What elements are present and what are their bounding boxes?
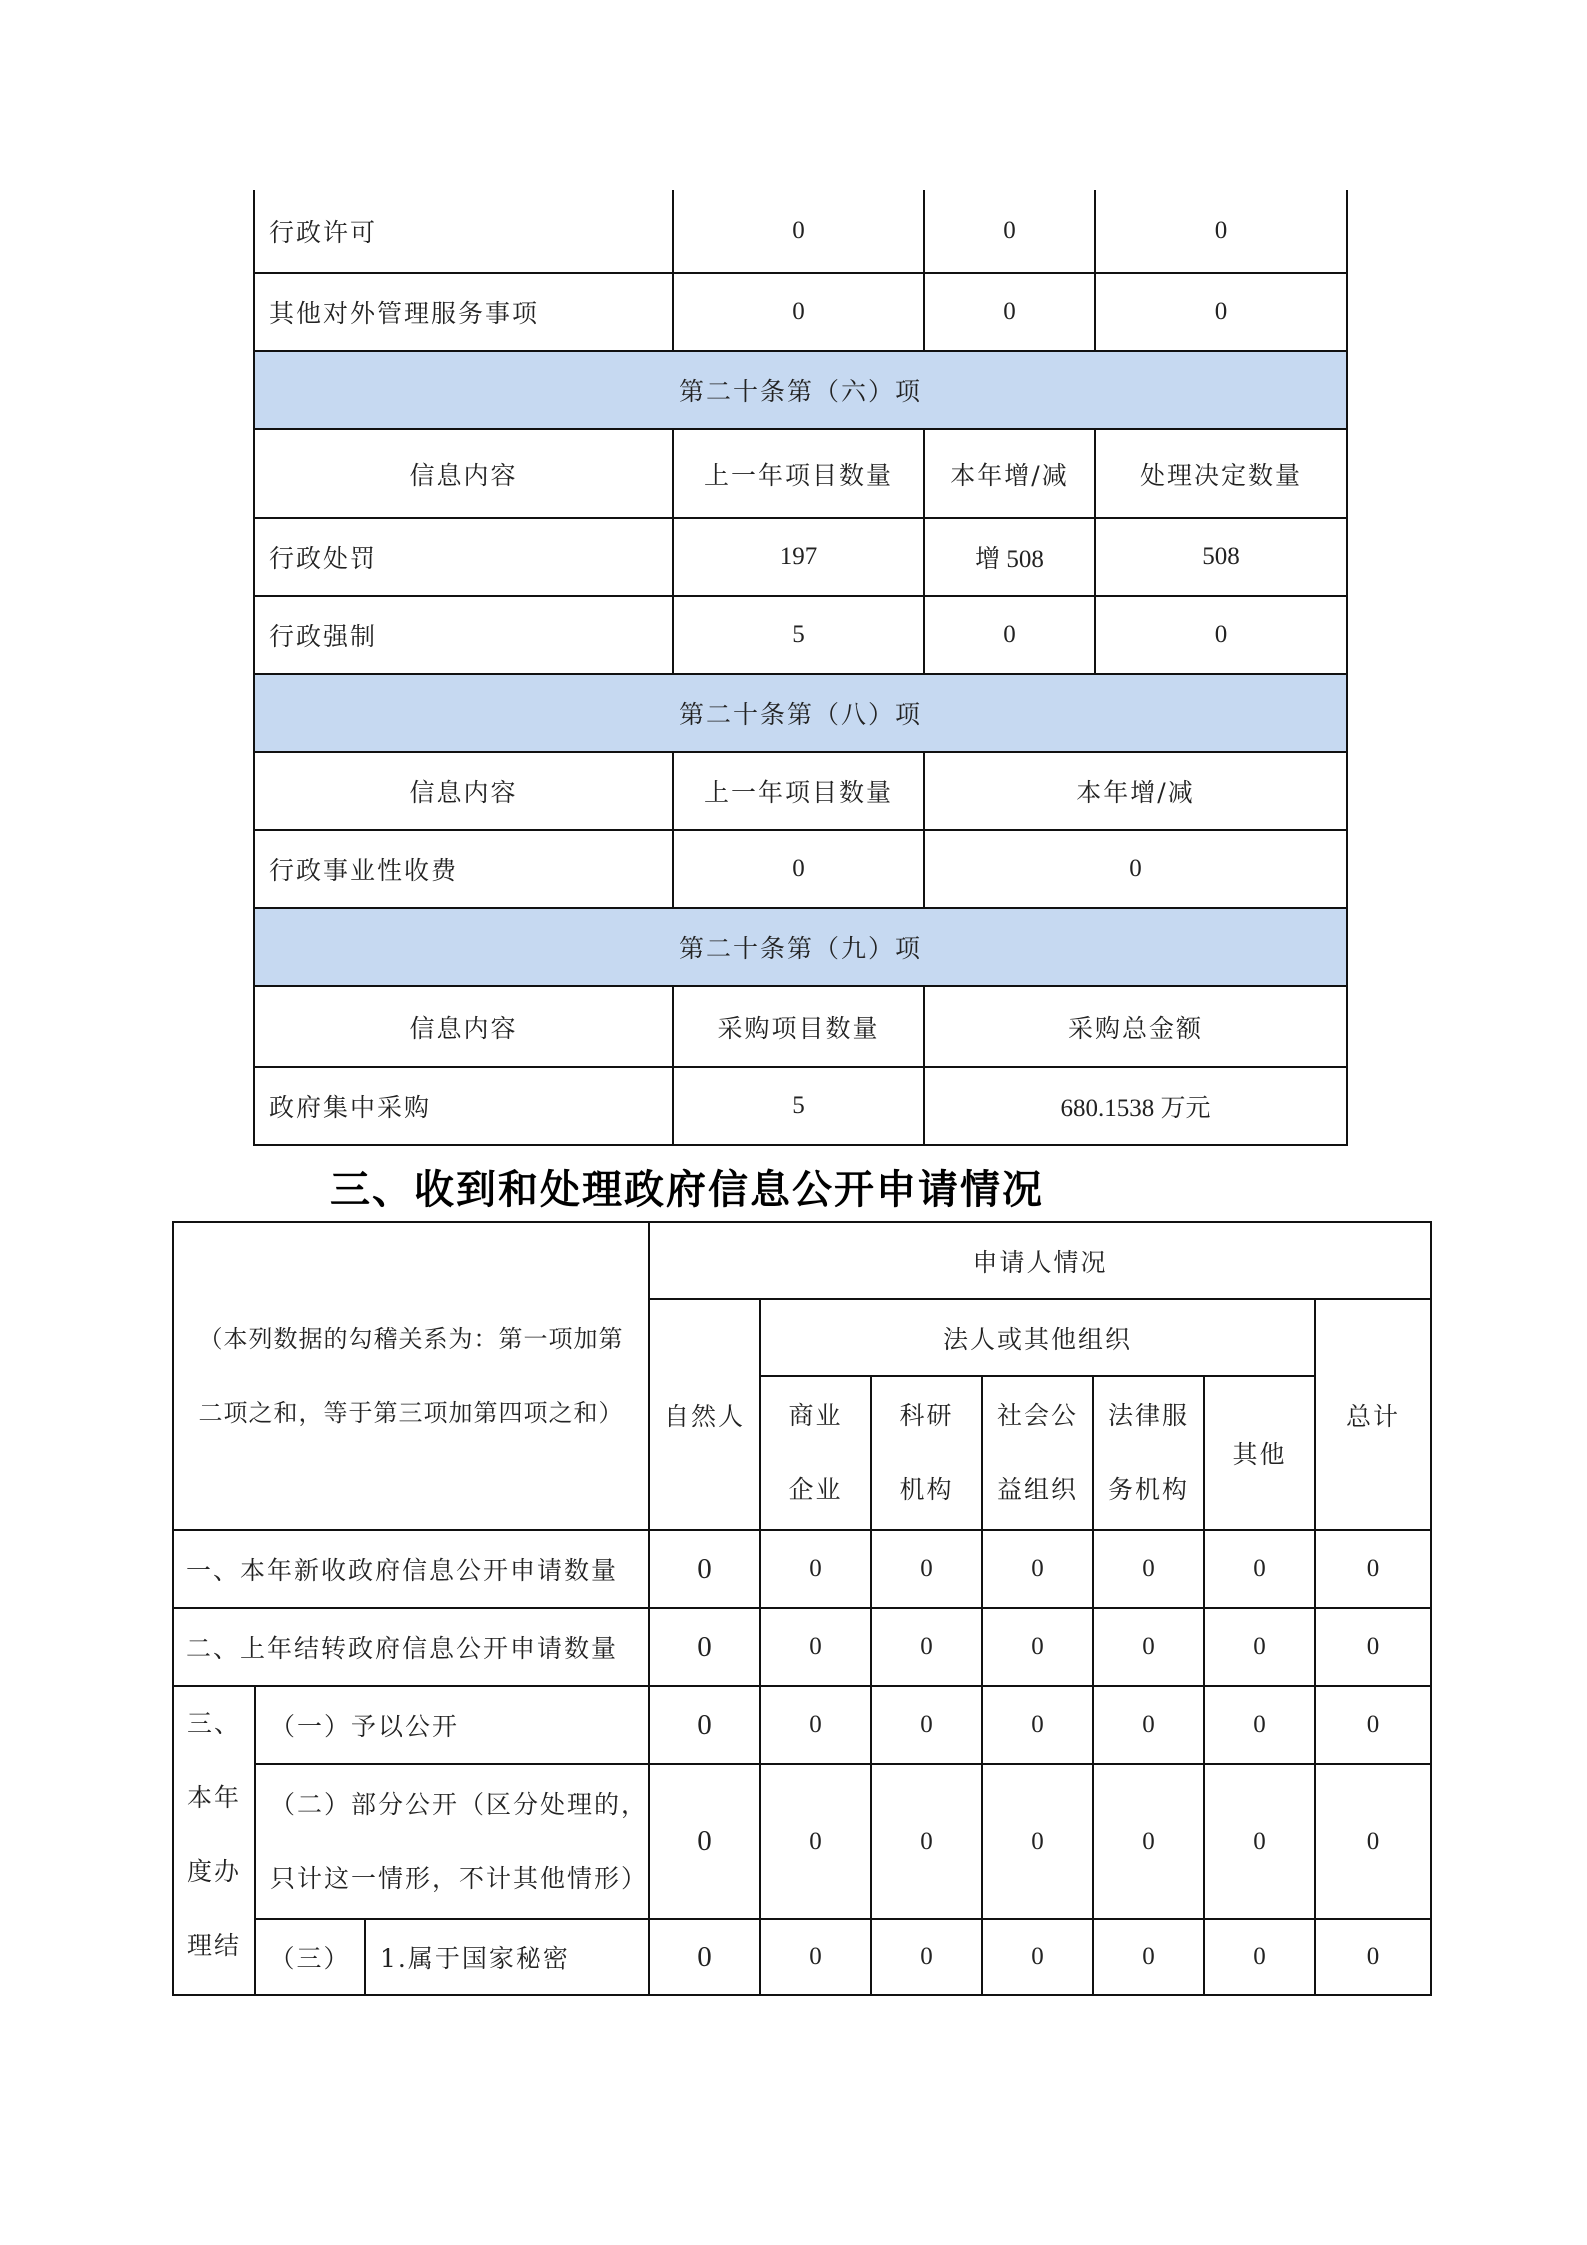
column-header: 上一年项目数量 [673,752,924,830]
cell-value: 0 [1095,273,1347,351]
cell-value: 0 [1204,1764,1315,1919]
column-header: 采购总金额 [924,986,1347,1067]
cell-value: 0 [871,1608,982,1686]
cell-value: 0 [924,273,1095,351]
table-row [254,190,1347,273]
section-title: 三、收到和处理政府信息公开申请情况 [330,1167,1044,1213]
cell-value: 0 [1204,1530,1315,1608]
side-label [173,1686,255,1995]
natural-person-header: 自然人 [649,1299,760,1530]
cell-value: 0 [760,1919,871,1995]
header-line: 社会公 [997,1401,1079,1430]
cell-value: 0 [924,830,1347,908]
cell-value: 0 [1315,1764,1431,1919]
row-label: 一、本年新收政府信息公开申请数量 [173,1530,649,1608]
group-label: （三） [255,1919,365,1995]
cell-value: 0 [1093,1919,1204,1995]
cell-value: 680.1538 万元 [924,1067,1347,1145]
table-row [254,518,1347,596]
table-row [254,273,1347,351]
note-cell [173,1222,649,1530]
column-header-row [254,429,1347,518]
cell-value: 0 [760,1686,871,1764]
section-8-title: 第二十条第（八）项 [254,674,1347,752]
cell-value: 0 [924,190,1095,273]
research-header [871,1376,982,1530]
header-line: 务机构 [1108,1475,1190,1504]
cell-value: 0 [673,190,924,273]
cell-value: 0 [982,1530,1093,1608]
header-line: 机构 [899,1475,954,1504]
cell-value: 0 [982,1764,1093,1919]
cell-value: 0 [1204,1919,1315,1995]
cell-value: 0 [1095,190,1347,273]
note-line: （本列数据的勾稽关系为：第一项加第 [198,1325,624,1353]
cell-value: 0 [871,1530,982,1608]
section-header-row [254,351,1347,429]
cell-value: 5 [673,1067,924,1145]
cell-value: 0 [1095,596,1347,674]
column-header-row [254,752,1347,830]
section-6-title: 第二十条第（六）项 [254,351,1347,429]
header-line: 科研 [899,1401,954,1430]
business-header [760,1376,871,1530]
public-welfare-header [982,1376,1093,1530]
cell-value: 0 [924,596,1095,674]
column-header: 本年增/减 [924,752,1347,830]
header-row [173,1222,1431,1299]
column-header: 信息内容 [254,429,673,518]
table-row [254,1067,1347,1145]
cell-value: 0 [982,1919,1093,1995]
table-row [173,1608,1431,1686]
header-line: 法律服 [1108,1401,1190,1430]
row-label: （一）予以公开 [255,1686,649,1764]
side-line: 本年 [186,1783,241,1812]
cell-value: 增 508 [924,518,1095,596]
side-line: 三、 [186,1709,241,1738]
cell-value: 0 [1093,1686,1204,1764]
column-header-row [254,986,1347,1067]
header-line: 益组织 [997,1475,1079,1504]
cell-value: 0 [649,1686,760,1764]
cell-value: 5 [673,596,924,674]
applicant-header: 申请人情况 [649,1222,1431,1299]
cell-value: 0 [1093,1608,1204,1686]
cell-value: 197 [673,518,924,596]
cell-value: 0 [760,1764,871,1919]
cell-value: 0 [871,1919,982,1995]
cell-value: 0 [1315,1686,1431,1764]
cell-value: 0 [673,273,924,351]
column-header: 本年增/减 [924,429,1095,518]
total-header: 总计 [1315,1299,1431,1530]
row-label: 二、上年结转政府信息公开申请数量 [173,1608,649,1686]
column-header: 处理决定数量 [1095,429,1347,518]
cell-value: 0 [673,830,924,908]
table-row [173,1764,1431,1919]
side-line: 理结 [186,1931,241,1960]
cell-value: 0 [1204,1686,1315,1764]
cell-value: 0 [649,1919,760,1995]
cell-value: 0 [649,1530,760,1608]
legal-service-header [1093,1376,1204,1530]
cell-value: 0 [982,1686,1093,1764]
cell-value: 0 [871,1764,982,1919]
header-line: 商业 [788,1401,843,1430]
cell-value: 0 [760,1608,871,1686]
note-line: 二项之和，等于第三项加第四项之和） [198,1399,624,1427]
application-table [172,1221,1432,1996]
cell-value: 0 [649,1764,760,1919]
section-9-title: 第二十条第（九）项 [254,908,1347,986]
row-label: 行政事业性收费 [254,830,673,908]
cell-value: 0 [1093,1764,1204,1919]
row-label-line: （二）部分公开（区分处理的， [270,1789,649,1819]
table-row [173,1919,1431,1995]
cell-value: 0 [649,1608,760,1686]
row-label: 政府集中采购 [254,1067,673,1145]
column-header: 采购项目数量 [673,986,924,1067]
section-header-row [254,674,1347,752]
column-header: 上一年项目数量 [673,429,924,518]
cell-value: 0 [1315,1919,1431,1995]
table-row [254,596,1347,674]
row-label: 其他对外管理服务事项 [254,273,673,351]
other-header: 其他 [1204,1376,1315,1530]
cell-value: 508 [1095,518,1347,596]
table-row [254,830,1347,908]
disclosure-table-top [253,190,1348,1146]
cell-value: 0 [871,1686,982,1764]
side-line: 度办 [186,1857,241,1886]
row-label-line: 只计这一情形，不计其他情形） [270,1863,649,1893]
cell-value: 0 [1315,1530,1431,1608]
row-label: 行政强制 [254,596,673,674]
legal-group-header: 法人或其他组织 [760,1299,1315,1376]
column-header: 信息内容 [254,986,673,1067]
column-header: 信息内容 [254,752,673,830]
header-line: 企业 [788,1475,843,1504]
cell-value: 0 [1204,1608,1315,1686]
row-label [255,1764,649,1919]
table-row [173,1686,1431,1764]
row-label: 1.属于国家秘密 [365,1919,649,1995]
table-row [173,1530,1431,1608]
row-label: 行政处罚 [254,518,673,596]
cell-value: 0 [1315,1608,1431,1686]
cell-value: 0 [760,1530,871,1608]
section-header-row [254,908,1347,986]
row-label: 行政许可 [254,190,673,273]
cell-value: 0 [982,1608,1093,1686]
cell-value: 0 [1093,1530,1204,1608]
